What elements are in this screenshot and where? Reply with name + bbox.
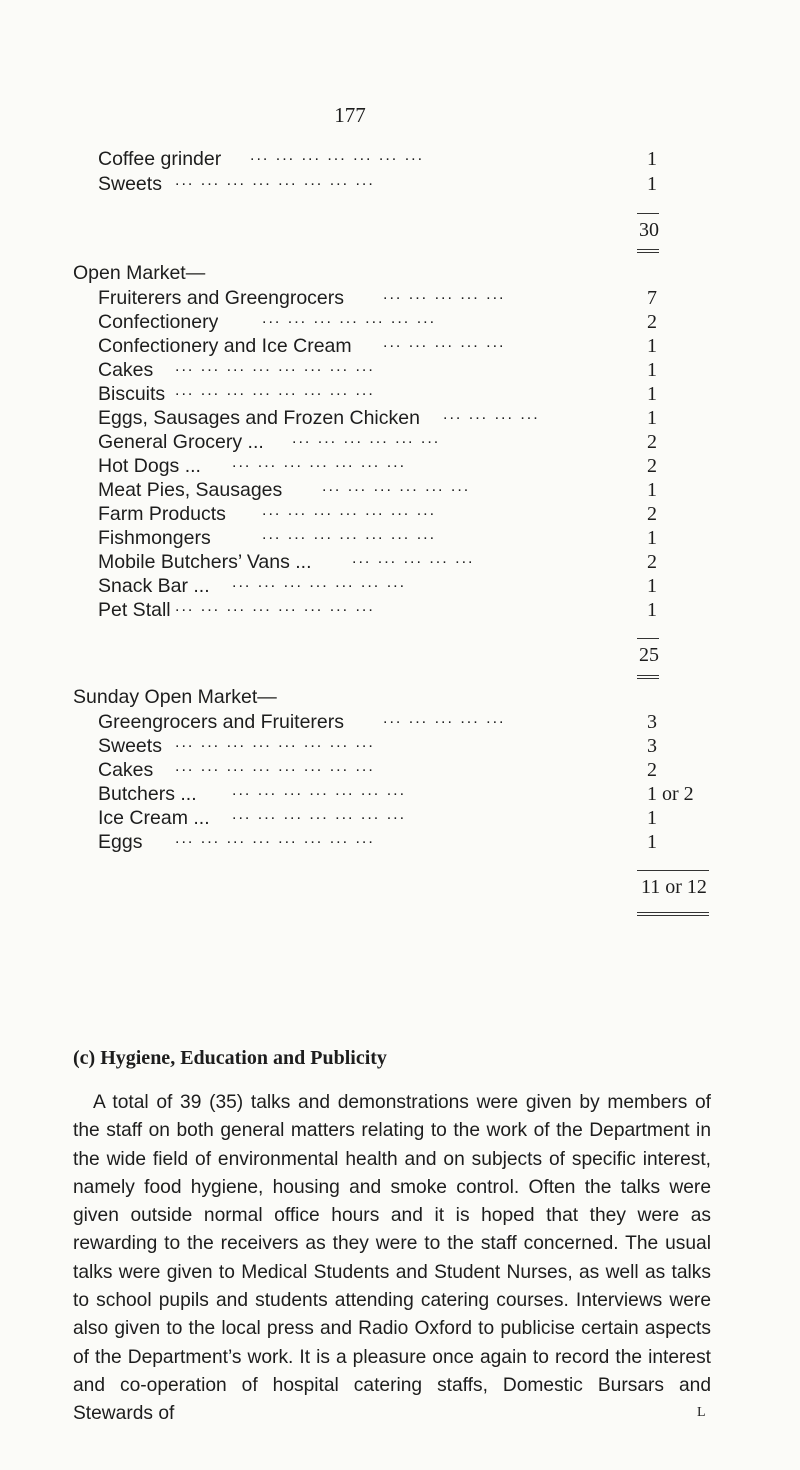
list-item xyxy=(98,147,221,171)
list-item xyxy=(98,430,264,454)
dot-leader: ... ... ... ... ... ... ... ... xyxy=(175,758,375,775)
total-rule xyxy=(637,678,659,679)
list-item xyxy=(98,830,142,854)
dot-leader: ... ... ... ... ... ... ... xyxy=(250,147,425,164)
total-rule xyxy=(637,915,709,916)
dot-leader: ... ... ... ... ... ... ... ... xyxy=(175,830,375,847)
item-label: Cakes xyxy=(98,759,154,781)
dot-leader: ... ... ... ... ... ... ... xyxy=(232,782,407,799)
list-item xyxy=(98,806,210,830)
item-label: Hot Dogs ... xyxy=(98,455,201,477)
item-value: 1 or 2 xyxy=(647,783,694,805)
dot-leader: ... ... ... ... ... ... ... xyxy=(232,574,407,591)
list-item xyxy=(98,334,352,358)
list-item xyxy=(98,310,218,334)
sunday-market-heading: Sunday Open Market— xyxy=(73,686,277,708)
list-item xyxy=(98,382,165,406)
dot-leader: ... ... ... ... ... ... ... ... xyxy=(175,734,375,751)
item-value: 1 xyxy=(647,407,657,429)
item-label: Eggs, Sausages and Frozen Chicken xyxy=(98,407,420,429)
item-value: 1 xyxy=(647,359,657,381)
item-value: 2 xyxy=(647,551,657,573)
item-label: Fruiterers and Greengrocers xyxy=(98,287,345,309)
list-item xyxy=(98,454,201,478)
open-market-heading: Open Market— xyxy=(73,262,206,284)
item-value: 1 xyxy=(647,807,657,829)
total-rule xyxy=(637,675,659,676)
item-label: Snack Bar ... xyxy=(98,575,210,597)
list-item xyxy=(98,406,420,430)
dot-leader: ... ... ... ... ... ... ... xyxy=(232,806,407,823)
dot-leader: ... ... ... ... ... xyxy=(383,710,506,727)
list-item xyxy=(98,358,153,382)
item-label: Coffee grinder xyxy=(98,148,222,170)
item-value: 1 xyxy=(647,383,657,405)
item-label: Greengrocers and Fruiterers xyxy=(98,711,345,733)
item-value: 1 xyxy=(647,148,657,170)
item-value: 7 xyxy=(647,287,657,309)
item-value: 1 xyxy=(647,527,657,549)
list-item xyxy=(98,574,210,598)
item-value: 3 xyxy=(647,735,657,757)
item-value: 1 xyxy=(647,173,657,195)
item-value: 2 xyxy=(647,311,657,333)
dot-leader: ... ... ... ... ... xyxy=(383,286,506,303)
dot-leader: ... ... ... ... ... ... xyxy=(292,430,441,447)
dot-leader: ... ... ... ... ... ... ... xyxy=(262,310,437,327)
dot-leader: ... ... ... ... ... ... ... ... xyxy=(175,382,375,399)
item-label: Ice Cream ... xyxy=(98,807,210,829)
subtotal-rule xyxy=(637,213,659,214)
signature-mark: L xyxy=(697,1405,706,1420)
total-value: 30 xyxy=(639,219,659,241)
dot-leader: ... ... ... ... ... xyxy=(383,334,506,351)
page-number: 177 xyxy=(334,103,366,127)
item-label: Confectionery and Ice Cream xyxy=(98,335,352,357)
item-label: Cakes xyxy=(98,359,154,381)
subtotal-rule xyxy=(637,638,659,639)
list-item xyxy=(98,710,344,734)
item-label: Butchers ... xyxy=(98,783,197,805)
total-rule xyxy=(637,912,709,913)
total-rule xyxy=(637,249,659,250)
item-value: 1 xyxy=(647,599,657,621)
item-label: Farm Products xyxy=(98,503,226,525)
item-label: Pet Stall xyxy=(98,599,171,621)
item-value: 2 xyxy=(647,455,657,477)
item-label: Eggs xyxy=(98,831,143,853)
dot-leader: ... ... ... ... xyxy=(443,406,540,423)
dot-leader: ... ... ... ... ... ... ... xyxy=(232,454,407,471)
list-item xyxy=(98,758,153,782)
dot-leader: ... ... ... ... ... ... ... xyxy=(262,526,437,543)
total-value: 25 xyxy=(639,644,659,666)
dot-leader: ... ... ... ... ... ... ... ... xyxy=(175,358,375,375)
item-value: 1 xyxy=(647,575,657,597)
item-label: Confectionery xyxy=(98,311,219,333)
item-label: Meat Pies, Sausages xyxy=(98,479,283,501)
list-item xyxy=(98,172,162,196)
list-item xyxy=(98,598,171,622)
list-item xyxy=(98,526,211,550)
subtotal-rule xyxy=(637,870,709,871)
item-label: Fishmongers xyxy=(98,527,211,549)
item-label: Sweets xyxy=(98,735,162,757)
item-value: 3 xyxy=(647,711,657,733)
item-label: Mobile Butchers’ Vans ... xyxy=(98,551,312,573)
item-value: 2 xyxy=(647,759,657,781)
list-item xyxy=(98,502,226,526)
item-label: General Grocery ... xyxy=(98,431,264,453)
item-label: Sweets xyxy=(98,173,162,195)
dot-leader: ... ... ... ... ... ... ... xyxy=(262,502,437,519)
list-item xyxy=(98,286,344,310)
item-value: 1 xyxy=(647,335,657,357)
list-item xyxy=(98,478,282,502)
body-paragraph: A total of 39 (35) talks and demonstrations were given by members of the staff on both general matters relating to the work of the Department in the wide field of environmental health and on subjects of specific interest, namely food hygiene, housing and smoke control. Often the talks were given outside normal office hours and it is hoped that they were as rewarding to the receivers as they were to the staff concerned. The usual talks were given to Medical Students and Student Nurses, as well as talks to school pupils and students attending catering courses. Interviews were also given to the local press and Radio Oxford to publicise certain aspects of the Department’s work. It is a pleasure once again to record the interest and co-operation of hospital catering staffs, Domestic Bursars and Stewards of xyxy=(73,1092,711,1425)
dot-leader: ... ... ... ... ... ... xyxy=(322,478,471,495)
dot-leader: ... ... ... ... ... xyxy=(352,550,475,567)
list-item xyxy=(98,734,162,758)
item-value: 2 xyxy=(647,503,657,525)
dot-leader: ... ... ... ... ... ... ... ... xyxy=(175,172,375,189)
list-item xyxy=(98,550,312,574)
item-value: 2 xyxy=(647,431,657,453)
section-heading: (c) Hygiene, Education and Publicity xyxy=(73,1047,387,1069)
item-value: 1 xyxy=(647,479,657,501)
item-value: 1 xyxy=(647,831,657,853)
total-value: 11 or 12 xyxy=(641,876,707,898)
dot-leader: ... ... ... ... ... ... ... ... xyxy=(175,598,375,615)
item-label: Biscuits xyxy=(98,383,166,405)
list-item xyxy=(98,782,197,806)
total-rule xyxy=(637,252,659,253)
